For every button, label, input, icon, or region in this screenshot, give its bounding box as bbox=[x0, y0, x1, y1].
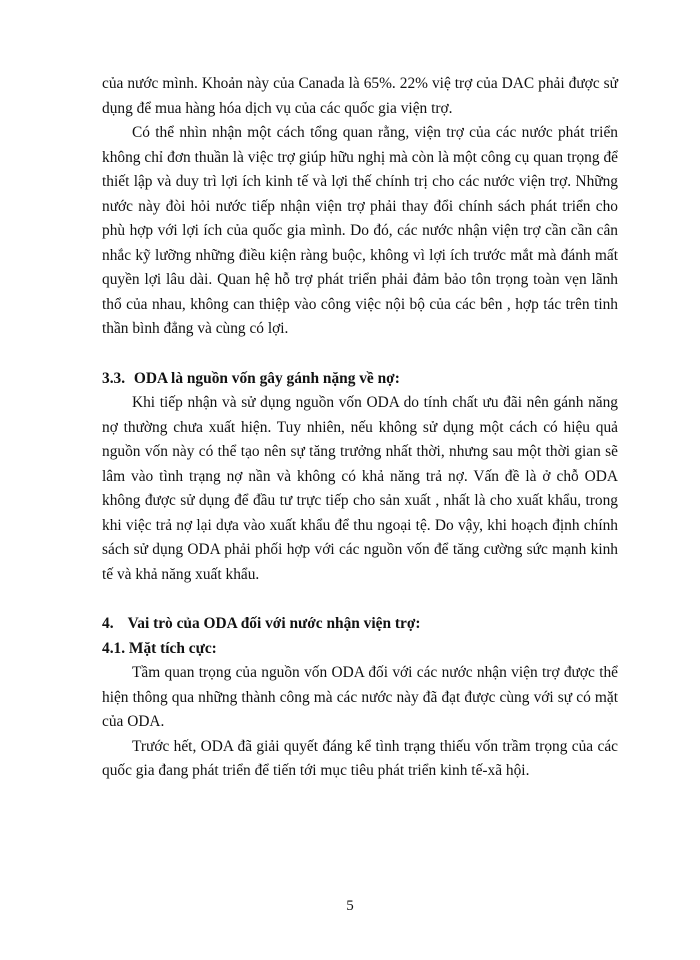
heading-number: 3.3. bbox=[102, 369, 126, 387]
paragraph-importance: Tầm quan trọng của nguồn vốn ODA đối với các nước nhận viện trợ được thể hiện thông qua những thành công mà các nước này đã đạt được cùng với sự có mặt của ODA. bbox=[102, 664, 618, 730]
heading-section-4-1: 4.1. Mặt tích cực: bbox=[102, 639, 217, 657]
heading-title: Vai trò của ODA đối với nước nhận viện trợ: bbox=[127, 615, 421, 632]
page-number: 5 bbox=[346, 898, 354, 914]
heading-section-4 bbox=[102, 612, 618, 637]
heading-section-3-3 bbox=[102, 367, 618, 392]
spacer bbox=[102, 342, 618, 367]
paragraph-debt-burden: Khi tiếp nhận và sử dụng nguồn vốn ODA do tính chất ưu đãi nên gánh năng nợ thường chưa xuất hiện. Tuy nhiên, nếu không sử dụng một cách có hiệu quả nguồn vốn này có thể tạo nên sự tăng trưởng nhất thời, nhưng sau một thời gian sẽ lâm vào tình trạng nợ nần và không có khả năng trả nợ. Vấn đề là ở chỗ ODA không được sử dụng để đầu tư trực tiếp cho sản xuất , nhất là cho xuất khẩu, trong khi việc trả nợ lại dựa vào xuất khẩu để thu ngoại tệ. Do vậy, khi hoạch định chính sách sử dụng ODA phải phối hợp với các nguồn vốn để tăng cường sức mạnh kinh tế và khả năng xuất khẩu. bbox=[102, 394, 618, 583]
paragraph-capital-shortage: Trước hết, ODA đã giải quyết đáng kể tình trạng thiếu vốn trầm trọng của các quốc gia đang phát triển để tiến tới mục tiêu phát triển kinh tế-xã hội. bbox=[102, 737, 618, 779]
heading-title: ODA là nguồn vốn gây gánh nặng về nợ: bbox=[133, 369, 400, 387]
spacer bbox=[102, 587, 618, 612]
paragraph-continuation: của nước mình. Khoản này của Canada là 65%. 22% việ trợ của DAC phải được sử dụng để mua hàng hóa dịch vụ của các quốc gia viện trợ. bbox=[102, 75, 618, 117]
page-body bbox=[102, 72, 618, 784]
heading-number: 4. bbox=[102, 615, 114, 632]
paragraph-development-aid: Có thể nhìn nhận một cách tổng quan rằng, viện trợ của các nước phát triển không chỉ đơn thuần là việc trợ giúp hữu nghị mà còn là một công cụ quan trọng để thiết lập và duy trì lợi ích kinh tế và lợi thế chính trị cho các nước viện trợ. Những nước này đòi hỏi nước tiếp nhận viện trợ phải thay đổi chính sách phát triển cho phù hợp với lợi ích của quốc gia mình. Do đó, các nước nhận viện trợ cần cần cân nhắc kỹ lưỡng những điều kiện ràng buộc, không vì lợi ích trước mắt mà đánh mất quyền lợi lâu dài. Quan hệ hỗ trợ phát triển phải đảm bảo tôn trọng toàn vẹn lãnh thổ của nhau, không can thiệp vào công việc nội bộ của các bên , hợp tác trên tinh thần bình đẳng và cùng có lợi. bbox=[102, 124, 618, 337]
